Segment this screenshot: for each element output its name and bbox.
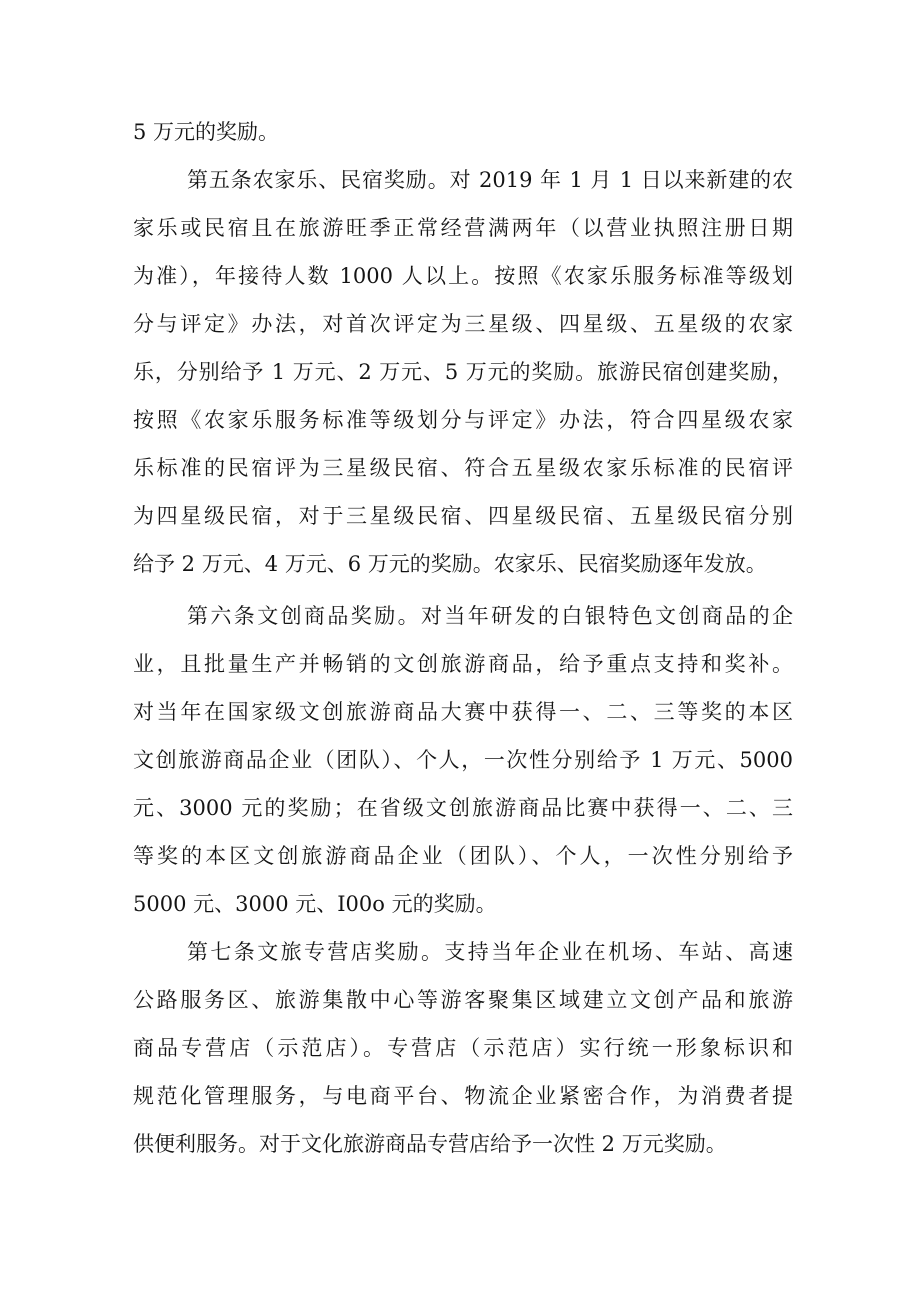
text-line: 分与评定》办法，对首次评定为三星级、四星级、五星级的农家 — [133, 312, 793, 336]
text-line: 5000 元、3000 元、I00o 元的奖励。 — [133, 892, 497, 916]
text-line: 公路服务区、旅游集散中心等游客聚集区域建立文创产品和旅游 — [133, 988, 793, 1012]
text-line: 为准），年接待人数 1000 人以上。按照《农家乐服务标准等级划 — [133, 264, 793, 288]
text-line: 乐，分别给予 1 万元、2 万元、5 万元的奖励。旅游民宿创建奖励， — [133, 360, 793, 384]
text-line: 乐标准的民宿评为三星级民宿、符合五星级农家乐标准的民宿评 — [133, 456, 793, 480]
text-line: 第五条农家乐、民宿奖励。对 2019 年 1 月 1 日以来新建的农 — [187, 168, 793, 192]
text-line: 5 万元的奖励。 — [133, 120, 280, 144]
text-line: 第七条文旅专营店奖励。支持当年企业在机场、车站、高速 — [187, 940, 793, 964]
text-line: 等奖的本区文创旅游商品企业（团队）、个人，一次性分别给予 — [133, 844, 793, 868]
text-line: 家乐或民宿且在旅游旺季正常经营满两年（以营业执照注册日期 — [133, 216, 793, 240]
text-line: 对当年在国家级文创旅游商品大赛中获得一、二、三等奖的本区 — [133, 700, 793, 724]
text-line: 商品专营店（示范店）。专营店（示范店）实行统一形象标识和 — [133, 1036, 793, 1060]
text-line: 元、3000 元的奖励；在省级文创旅游商品比赛中获得一、二、三 — [133, 796, 793, 820]
text-line: 规范化管理服务，与电商平台、物流企业紧密合作，为消费者提 — [133, 1084, 793, 1108]
text-line: 给予 2 万元、4 万元、6 万元的奖励。农家乐、民宿奖励逐年发放。 — [133, 552, 767, 576]
text-line: 文创旅游商品企业（团队）、个人，一次性分别给予 1 万元、5000 — [133, 748, 793, 772]
text-line: 按照《农家乐服务标准等级划分与评定》办法，符合四星级农家 — [133, 408, 793, 432]
text-line: 供便利服务。对于文化旅游商品专营店给予一次性 2 万元奖励。 — [133, 1132, 727, 1156]
text-line: 业，且批量生产并畅销的文创旅游商品，给予重点支持和奖补。 — [133, 652, 793, 676]
text-line: 为四星级民宿，对于三星级民宿、四星级民宿、五星级民宿分别 — [133, 504, 793, 528]
text-line: 第六条文创商品奖励。对当年研发的白银特色文创商品的企 — [187, 604, 793, 628]
